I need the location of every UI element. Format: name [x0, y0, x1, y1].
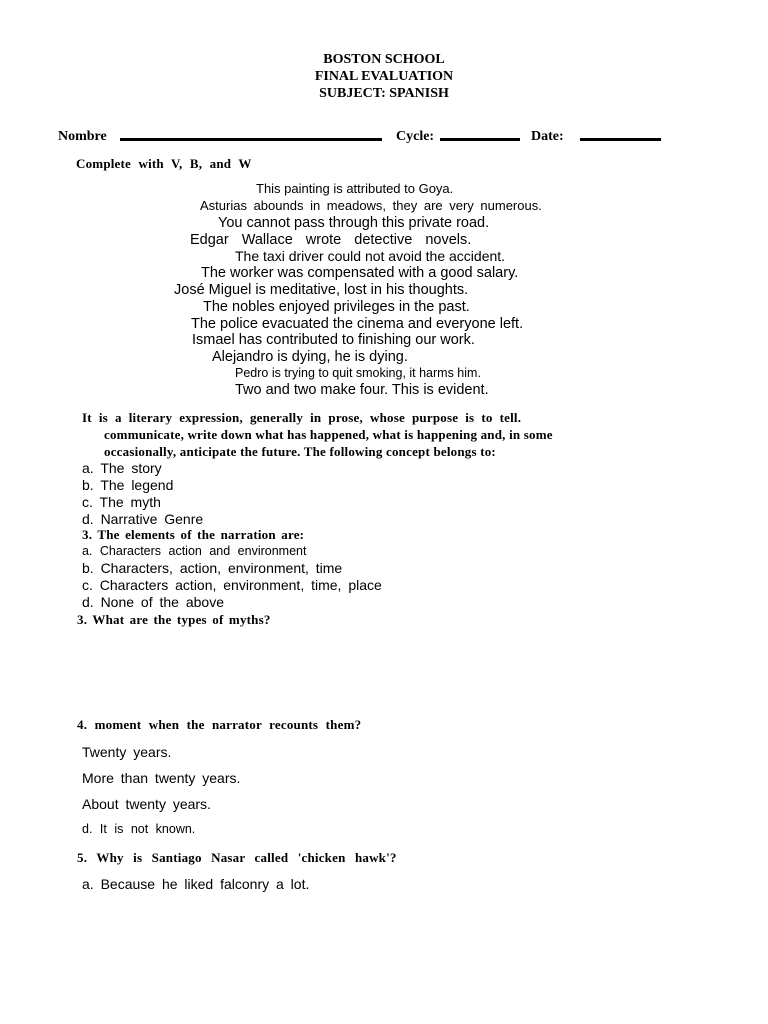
date-label: Date: [531, 129, 564, 144]
name-field[interactable] [120, 138, 382, 141]
q4-option-b: More than twenty years. [82, 770, 241, 786]
q2-text-line1: It is a literary expression, generally in prose, whose purpose is to tell. [82, 410, 522, 425]
q2-option-d: d. Narrative Genre [82, 511, 204, 527]
subject-title: SUBJECT: SPANISH [319, 86, 449, 101]
school-name: BOSTON SCHOOL [323, 52, 445, 67]
q2-option-b: b. The legend [82, 477, 174, 493]
q3-text: 3. The elements of the narration are: [82, 527, 305, 542]
q3b-text: 3. What are the types of myths? [77, 612, 271, 627]
date-field[interactable] [580, 138, 661, 141]
q4-option-a: Twenty years. [82, 744, 172, 760]
sentence-item: Edgar Wallace wrote detective novels. [190, 232, 472, 248]
cycle-label: Cycle: [396, 129, 435, 144]
q4-option-c: About twenty years. [82, 796, 211, 812]
q3-option-d: d. None of the above [82, 594, 224, 610]
sentence-item: Asturias abounds in meadows, they are very numerous. [200, 198, 542, 213]
sentence-item: The police evacuated the cinema and everyone left. [191, 316, 524, 332]
sentence-item: Pedro is trying to quit smoking, it harms him. [235, 366, 481, 380]
q2-option-a: a. The story [82, 460, 162, 476]
sentence-item: Ismael has contributed to finishing our work. [192, 332, 475, 348]
q5-text: 5. Why is Santiago Nasar called 'chicken hawk'? [77, 850, 397, 865]
q3-option-b: b. Characters, action, environment, time [82, 560, 343, 576]
sentence-item: The worker was compensated with a good salary. [201, 265, 519, 281]
sentence-item: Two and two make four. This is evident. [235, 382, 489, 398]
q4-text: 4. moment when the narrator recounts them? [77, 717, 362, 732]
q4-option-d: d. It is not known. [82, 822, 196, 836]
q3-option-a: a. Characters action and environment [82, 544, 307, 558]
q3-option-c: c. Characters action, environment, time, place [82, 577, 382, 593]
cycle-field[interactable] [440, 138, 520, 141]
section1-instruction: Complete with V, B, and W [76, 156, 252, 171]
q2-text-line2: communicate, write down what has happened, what is happening and, in some [104, 427, 553, 442]
sentence-item: The nobles enjoyed privileges in the past. [203, 299, 470, 315]
sentence-item: Alejandro is dying, he is dying. [212, 349, 408, 365]
sentence-item: You cannot pass through this private road. [218, 215, 490, 231]
exam-title: FINAL EVALUATION [314, 69, 454, 84]
sentence-item: José Miguel is meditative, lost in his thoughts. [174, 282, 469, 298]
sentence-item: This painting is attributed to Goya. [256, 181, 454, 196]
name-label: Nombre [58, 129, 107, 144]
q2-text-line3: occasionally, anticipate the future. The following concept belongs to: [104, 444, 496, 459]
q5-option-a: a. Because he liked falconry a lot. [82, 876, 310, 892]
q2-option-c: c. The myth [82, 494, 161, 510]
sentence-item: The taxi driver could not avoid the accident. [235, 248, 506, 264]
